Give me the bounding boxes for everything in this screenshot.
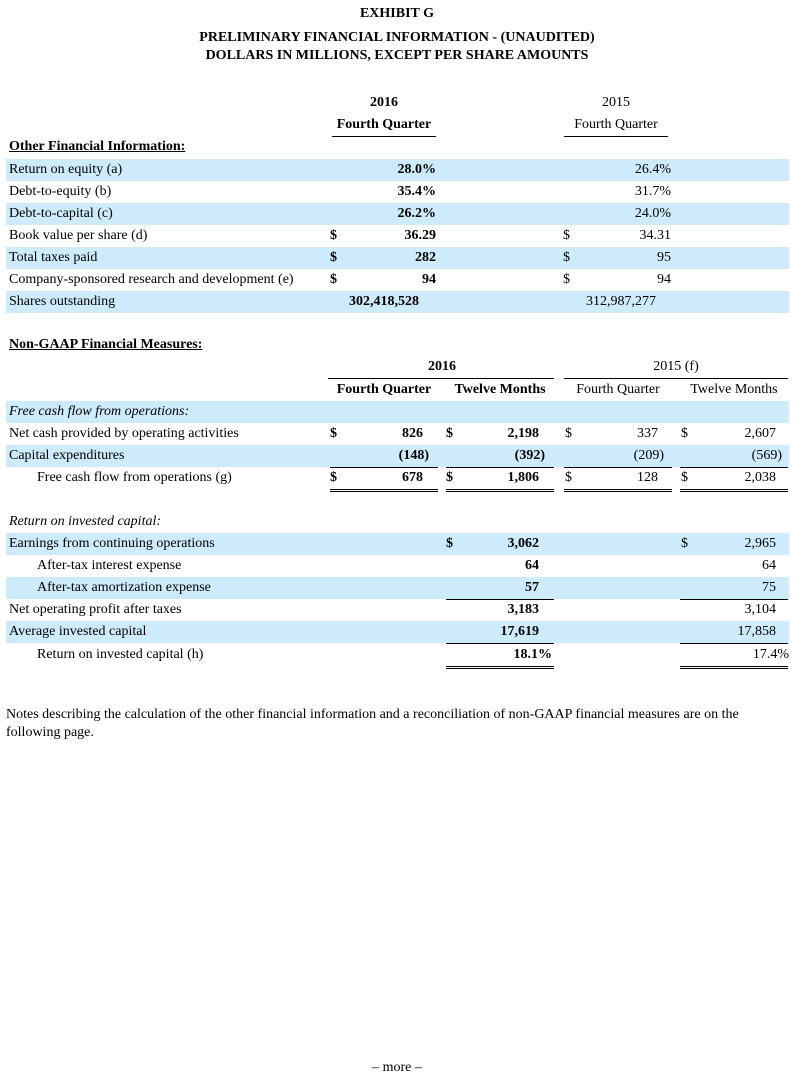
footer-more: – more – xyxy=(372,1060,422,1075)
value-t15: 3,104 xyxy=(744,602,776,617)
col-2016-underline xyxy=(332,136,436,137)
row-value-2015: 24.0% xyxy=(634,206,671,221)
row-sign: $ xyxy=(681,536,688,551)
col-2016-year: 2016 xyxy=(370,95,398,110)
total-double-rule xyxy=(680,666,788,669)
value-q16: 826 xyxy=(402,426,423,441)
col-group-2016-underline xyxy=(328,378,554,379)
row-value-2016: 28.0% xyxy=(397,162,436,177)
table-row xyxy=(0,291,794,313)
value-q16: 678 xyxy=(402,470,423,485)
value-t16: 3,183 xyxy=(507,602,539,617)
table-row xyxy=(0,599,794,621)
value-q16: (148) xyxy=(398,448,429,463)
value-t15: 2,038 xyxy=(744,470,776,485)
row-sign: $ xyxy=(330,470,337,485)
value-t15: 17.4% xyxy=(752,647,789,662)
value-t16: 3,062 xyxy=(507,536,539,551)
row-sign: $ xyxy=(446,536,453,551)
row-sign: $ xyxy=(563,228,570,243)
row-value-2016: 36.29 xyxy=(404,228,436,243)
value-t15: 75 xyxy=(762,580,776,595)
row-sign: $ xyxy=(446,470,453,485)
table-row xyxy=(0,555,794,577)
total-double-rule xyxy=(680,489,788,492)
other-financial-heading: Other Financial Information: xyxy=(9,139,186,154)
total-double-rule xyxy=(446,489,554,492)
row-sign: $ xyxy=(565,426,572,441)
value-t16: 64 xyxy=(525,558,539,573)
row-value-2015: 26.4% xyxy=(634,162,671,177)
value-t16: 2,198 xyxy=(507,426,539,441)
row-sign: $ xyxy=(681,470,688,485)
row-sign: $ xyxy=(563,250,570,265)
row-label: Return on invested capital (h) xyxy=(37,647,204,662)
col-t16: Twelve Months xyxy=(454,382,546,397)
table-row xyxy=(0,644,794,666)
table-row xyxy=(0,247,794,269)
col-2015-underline xyxy=(564,136,668,137)
row-label: Total taxes paid xyxy=(9,250,98,265)
exhibit-title: EXHIBIT G xyxy=(359,6,435,21)
col-2015-period: Fourth Quarter xyxy=(574,117,658,132)
value-t16: 1,806 xyxy=(507,470,539,485)
col-2016-period: Fourth Quarter xyxy=(336,117,432,132)
value-q15: 337 xyxy=(637,426,658,441)
row-sign: $ xyxy=(330,426,337,441)
row-sign: $ xyxy=(330,250,337,265)
total-double-rule xyxy=(564,489,672,492)
roic-heading: Return on invested capital: xyxy=(9,514,162,529)
row-sign: $ xyxy=(681,426,688,441)
total-double-rule xyxy=(330,489,438,492)
fcf-heading: Free cash flow from operations: xyxy=(9,404,190,419)
col-group-2015: 2015 (f) xyxy=(653,359,699,374)
col-group-2016: 2016 xyxy=(428,359,456,374)
table-row xyxy=(0,159,794,181)
table-row xyxy=(0,621,794,643)
row-value-2015: 95 xyxy=(657,250,671,265)
row-value-2016: 302,418,528 xyxy=(349,294,419,309)
row-label: Earnings from continuing operations xyxy=(9,536,215,551)
row-value-2015: 312,987,277 xyxy=(586,294,656,309)
row-label: Capital expenditures xyxy=(9,448,125,463)
row-sign: $ xyxy=(565,470,572,485)
row-sign: $ xyxy=(563,272,570,287)
row-sign: $ xyxy=(330,228,337,243)
col-t15: Twelve Months xyxy=(690,382,778,397)
col-group-2015-underline xyxy=(564,378,788,379)
col-q16: Fourth Quarter xyxy=(336,382,432,397)
report-title: PRELIMINARY FINANCIAL INFORMATION - (UNAUDITED) xyxy=(199,30,595,45)
value-t15: (569) xyxy=(751,448,782,463)
value-t15: 17,858 xyxy=(737,624,776,639)
row-value-2015: 31.7% xyxy=(634,184,671,199)
row-sign: $ xyxy=(330,272,337,287)
row-label: Net cash provided by operating activities xyxy=(9,426,239,441)
nongaap-heading: Non-GAAP Financial Measures: xyxy=(9,337,203,352)
row-label: Free cash flow from operations (g) xyxy=(37,470,232,485)
value-t16: 57 xyxy=(525,580,539,595)
table-row xyxy=(0,467,794,489)
report-subtitle: DOLLARS IN MILLIONS, EXCEPT PER SHARE AMOUNTS xyxy=(205,48,589,63)
value-q15: 128 xyxy=(637,470,658,485)
row-value-2015: 34.31 xyxy=(639,228,671,243)
col-2015-year: 2015 xyxy=(602,95,630,110)
row-value-2016: 26.2% xyxy=(397,206,436,221)
row-value-2016: 94 xyxy=(422,272,436,287)
table-row xyxy=(0,203,794,225)
table-row xyxy=(0,269,794,291)
value-t15: 2,607 xyxy=(744,426,776,441)
value-t15: 64 xyxy=(762,558,776,573)
notes-paragraph: Notes describing the calculation of the other financial information and a reconciliation of non-GAAP financial measures are on the following page. xyxy=(6,707,739,740)
row-label: Debt-to-capital (c) xyxy=(9,206,113,221)
row-value-2015: 94 xyxy=(657,272,671,287)
row-value-2016: 282 xyxy=(415,250,436,265)
table-row xyxy=(0,225,794,247)
table-row xyxy=(0,577,794,599)
row-label: Average invested capital xyxy=(9,624,147,639)
row-label: After-tax interest expense xyxy=(37,558,182,573)
row-label: Debt-to-equity (b) xyxy=(9,184,112,199)
table-row xyxy=(0,181,794,203)
row-label: Book value per share (d) xyxy=(9,228,148,243)
row-label: Company-sponsored research and development (e) xyxy=(9,272,294,287)
value-t16: 17,619 xyxy=(500,624,539,639)
row-label: After-tax amortization expense xyxy=(37,580,211,595)
table-row xyxy=(0,423,794,445)
row-sign: $ xyxy=(446,426,453,441)
table-row xyxy=(0,445,794,467)
total-double-rule xyxy=(446,666,554,669)
value-t16: 18.1% xyxy=(513,647,552,662)
row-label: Net operating profit after taxes xyxy=(9,602,182,617)
col-q15: Fourth Quarter xyxy=(576,382,660,397)
value-t15: 2,965 xyxy=(744,536,776,551)
row-label: Return on equity (a) xyxy=(9,162,123,177)
value-q15: (209) xyxy=(633,448,664,463)
row-value-2016: 35.4% xyxy=(397,184,436,199)
row-label: Shares outstanding xyxy=(9,294,116,309)
table-row xyxy=(0,533,794,555)
value-t16: (392) xyxy=(514,448,545,463)
